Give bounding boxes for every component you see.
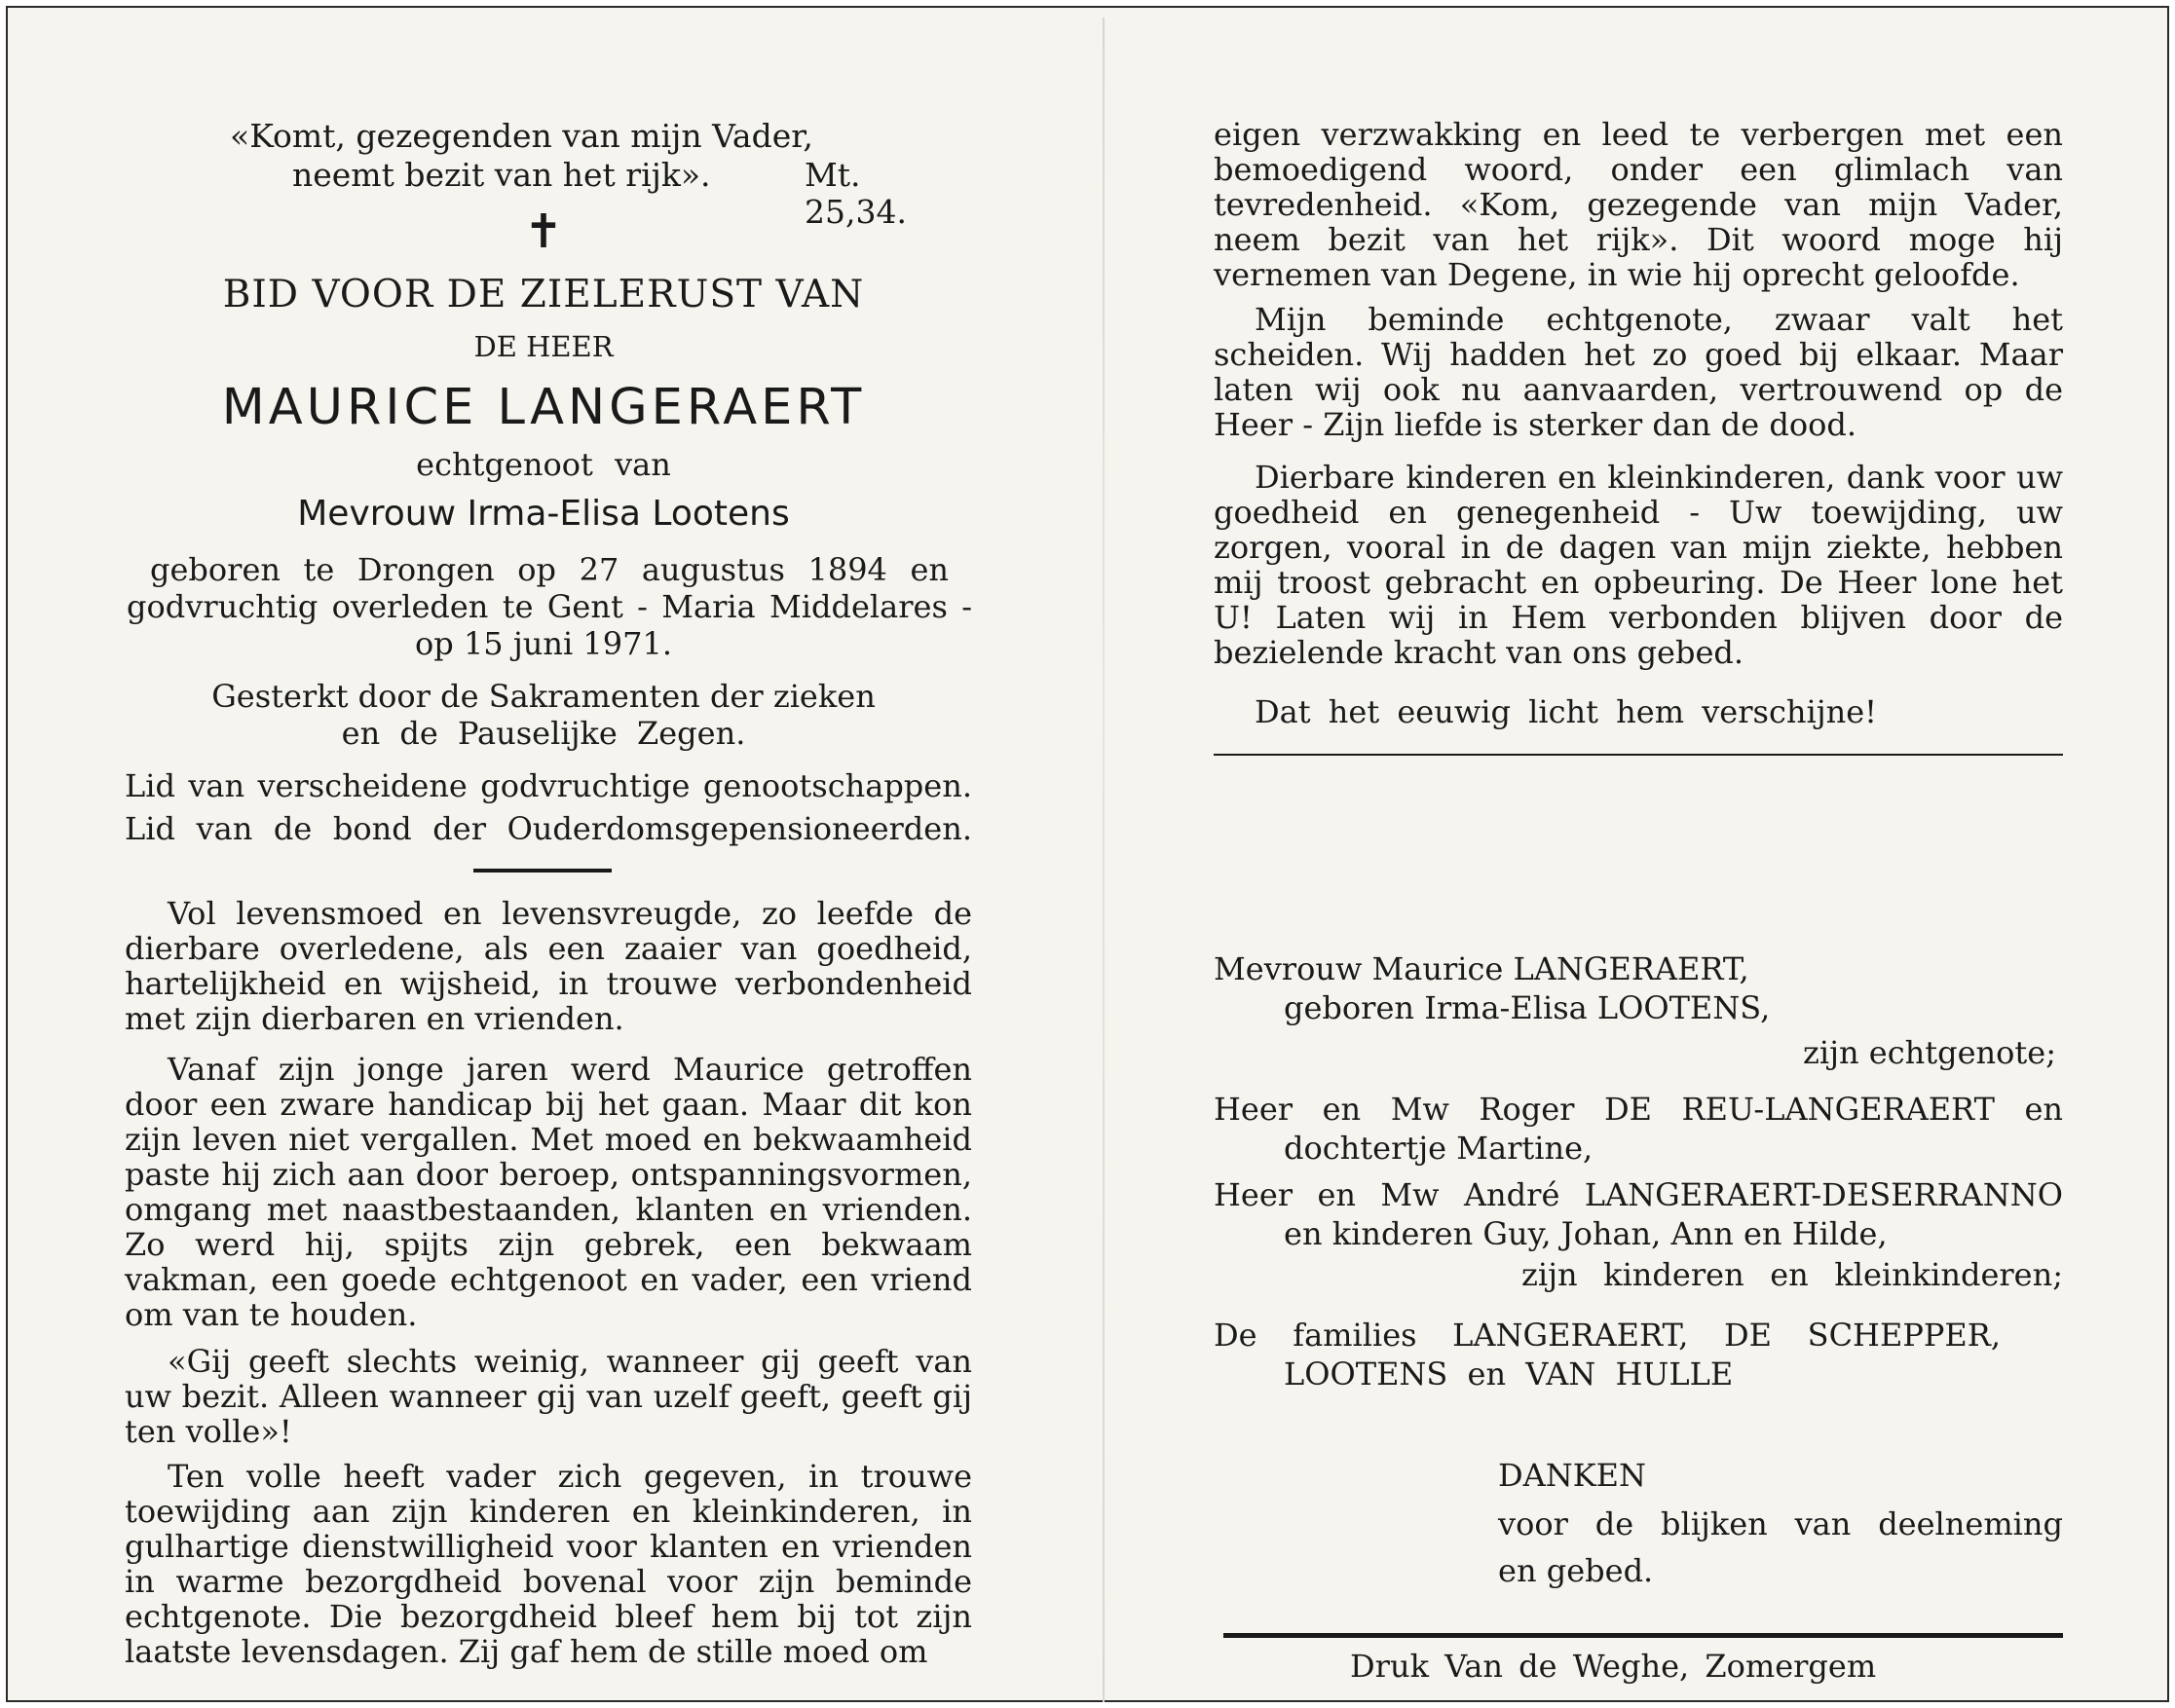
card-fold [1103,18,1105,1702]
families-line-2: LOOTENS en VAN HULLE [1284,1355,1734,1392]
sacraments-line-2: en de Pauselijke Zegen. [341,715,746,752]
thanks-line-2: en gebed. [1498,1552,1654,1589]
child-2-line-1: Heer en Mw André LANGERAERT-DESERRANNO [1214,1176,2063,1213]
membership-line-2: Lid van de bond der Ouderdomsgepensioneerden. [125,810,972,847]
widow-role: zijn echtgenote; [1803,1034,2056,1071]
right-paragraph-3: Dierbare kinderen en kleinkinderen, dank voor uw goedheid en genegenheid - Uw toewijding, uw zorgen, vooral in de dagen van mijn ziekte, hebben mij troost gebracht en opbeuring. De Heer lone het U! Laten wij in Hem verbonden blijven door de bezielende kracht van ons gebed. [1214,459,2063,671]
paragraph-1: Vol levensmoed en levensvreugde, zo leefde de dierbare overledene, als een zaaier van goedheid, hartelijkheid en wijsheid, in trouwe verbondenheid met zijn dierbaren en vrienden. [125,895,972,1037]
membership-line-1: Lid van verscheidene godvruchtige genootschappen. [125,767,972,804]
deceased-name: MAURICE LANGERAERT [221,379,866,436]
right-paragraph-1: eigen verzwakking en leed te verbergen met een bemoedigend woord, onder een glimlach van tevredenheid. «Kom, gezegende van mijn Vader, neem bezit van het rijk». Dit woord moge hij vernemen van Degene, in wie hij oprecht geloofde. [1214,116,2063,293]
thanks-heading: DANKEN [1498,1457,1647,1494]
death-date: op 15 juni 1971. [415,625,672,662]
paragraph-4: Ten volle heeft vader zich gegeven, in trouwe toewijding aan zijn kinderen en kleinkinderen, in gulhartige dienstwilligheid voor klanten en vrienden in warme bezorgdheid bovenal voor zijn beminde echtgenote. Die bezorgdheid bleef hem bij tot zijn laatste levensdagen. Zij gaf hem de stille moed om [125,1458,972,1670]
printer-credit: Druk Van de Weghe, Zomergem [1350,1648,1877,1685]
birth-line-1: geboren te Drongen op 27 augustus 1894 en [150,551,949,588]
child-1-line-2: dochtertje Martine, [1284,1130,1594,1167]
heading: BID VOOR DE ZIELERUST VAN [222,273,865,316]
child-1-line-1: Heer en Mw Roger DE REU-LANGERAERT en [1214,1091,2063,1128]
epigraph-line-2: neemt bezit van het rijk». [292,156,711,194]
closing-prayer: Dat het eeuwig licht hem verschijne! [1255,693,1878,730]
memorial-card [6,6,2169,1702]
widow-line-2: geboren Irma-Elisa LOOTENS, [1284,989,1771,1026]
section-divider [473,869,612,873]
right-paragraph-2: Mijn beminde echtgenote, zwaar valt het scheiden. Wij hadden het zo goed bij elkaar. Maar laten wij ook nu aanvaarden, vertrouwend op de Heer - Zijn liefde is sterker dan de dood. [1214,301,2063,443]
sacraments-line-1: Gesterkt door de Sakramenten der zieken [211,678,876,715]
cross-icon: ✝ [523,204,564,259]
child-2-line-2: en kinderen Guy, Johan, Ann en Hilde, [1284,1215,1888,1252]
death-line: godvruchtig overleden te Gent - Maria Middelares - [127,588,972,625]
spouse-of: echtgenoot van [416,446,671,483]
spouse-name: Mevrouw Irma-Elisa Lootens [297,494,790,534]
title-prefix: DE HEER [473,330,614,363]
epigraph-line-1: «Komt, gezegenden van mijn Vader, [230,117,813,155]
printer-rule [1223,1633,2063,1638]
widow-line-1: Mevrouw Maurice LANGERAERT, [1214,950,1749,987]
epigraph-reference: Mt. 25,34. [805,156,907,231]
paragraph-3: «Gij geeft slechts weinig, wanneer gij geeft van uw bezit. Alleen wanneer gij van uzelf geeft, geeft gij ten volle»! [125,1343,972,1450]
paragraph-2: Vanaf zijn jonge jaren werd Maurice getroffen door een zware handicap bij het gaan. Maar dit kon zijn leven niet vergallen. Met moed en bekwaamheid paste hij zich aan door beroep, ontspanningsvormen, omgang met naastbestaanden, klanten en vrienden. Zo werd hij, spijts zijn gebrek, een bekwaam vakman, een goede echtgenoot en vader, een vriend om van te houden. [125,1051,972,1333]
closing-rule [1214,754,2063,756]
thanks-line-1: voor de blijken van deelneming [1498,1505,2063,1542]
children-role: zijn kinderen en kleinkinderen; [1521,1256,2063,1293]
families-line-1: De families LANGERAERT, DE SCHEPPER, [1214,1317,2001,1354]
